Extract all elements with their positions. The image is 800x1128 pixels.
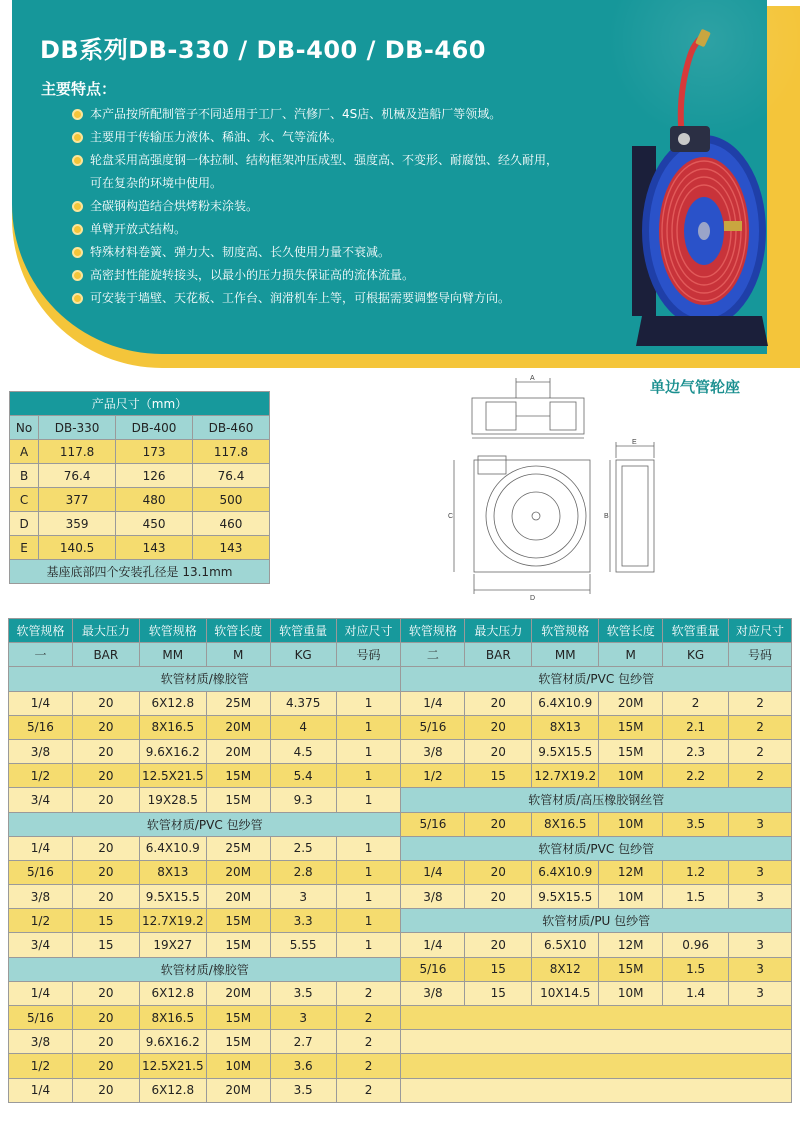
table-cell: 2.5: [270, 836, 336, 860]
section-label: 软管材质/PVC 包纱管: [401, 836, 792, 860]
table-cell: 10M: [599, 885, 663, 909]
table-cell: 15: [465, 764, 532, 788]
table-cell: 3: [729, 812, 792, 836]
table-cell: 8X16.5: [532, 812, 599, 836]
table-cell: D: [10, 512, 39, 536]
table-cell: 500: [192, 488, 269, 512]
table-row: [9, 836, 792, 860]
table-cell: 4.375: [270, 691, 336, 715]
table-cell: 12M: [599, 933, 663, 957]
column-header: 对应尺寸: [336, 619, 401, 643]
table-cell: 9.6X16.2: [139, 1030, 206, 1054]
table-cell: 117.8: [39, 440, 116, 464]
feature-item: 高密封性能旋转接头，以最小的压力损失保证高的流体流量。: [72, 264, 632, 287]
bullet-icon: [72, 201, 83, 212]
table-cell: 20M: [206, 715, 270, 739]
dimension-diagram: [440, 370, 660, 602]
table-cell: 3/4: [9, 933, 73, 957]
table-cell: 20: [72, 836, 139, 860]
table-cell: 1/4: [401, 860, 465, 884]
empty-cell: [401, 1078, 792, 1102]
table-row: [9, 981, 792, 1005]
table-cell: 2: [336, 1078, 401, 1102]
table-cell: 25M: [206, 836, 270, 860]
table-row: [9, 788, 792, 812]
table-cell: 4: [270, 715, 336, 739]
table-row: [9, 1006, 792, 1030]
table-cell: 20: [72, 715, 139, 739]
table-cell: 20M: [206, 885, 270, 909]
table-cell: 12M: [599, 860, 663, 884]
table-cell: 5.4: [270, 764, 336, 788]
column-unit: MM: [532, 643, 599, 667]
table-cell: 1: [336, 933, 401, 957]
table-cell: 15M: [599, 957, 663, 981]
column-unit: BAR: [465, 643, 532, 667]
table-cell: 140.5: [39, 536, 116, 560]
table-cell: 2: [336, 1030, 401, 1054]
bullet-icon: [72, 247, 83, 258]
table-cell: 20: [72, 1078, 139, 1102]
table-row: [9, 909, 792, 933]
table-row: [10, 488, 270, 512]
dimension-table: [9, 391, 270, 584]
table-row: [9, 1054, 792, 1078]
column-header: 软管重量: [663, 619, 729, 643]
table-cell: 3/8: [401, 739, 465, 763]
table-row: [10, 536, 270, 560]
table-cell: 8X13: [139, 860, 206, 884]
table-cell: 2: [729, 691, 792, 715]
table-cell: 25M: [206, 691, 270, 715]
table-cell: 15M: [206, 788, 270, 812]
table-row: [10, 440, 270, 464]
table-cell: 3: [729, 957, 792, 981]
table-cell: 143: [192, 536, 269, 560]
column-header: DB-460: [192, 416, 269, 440]
table-cell: 20M: [206, 860, 270, 884]
header-banner: [0, 0, 800, 372]
table-cell: 9.3: [270, 788, 336, 812]
table-cell: 3: [729, 981, 792, 1005]
table-cell: 20: [72, 981, 139, 1005]
table-cell: 3: [729, 933, 792, 957]
table-cell: 19X28.5: [139, 788, 206, 812]
table-cell: C: [10, 488, 39, 512]
table-cell: 3: [270, 1006, 336, 1030]
column-unit: BAR: [72, 643, 139, 667]
hose-reel-product-image: [612, 26, 772, 356]
feature-item: 主要用于传输压力液体、稀油、水、气等流体。: [72, 126, 632, 149]
bullet-icon: [72, 270, 83, 281]
table-cell: 3.5: [270, 1078, 336, 1102]
table-cell: 450: [116, 512, 193, 536]
column-header: 最大压力: [72, 619, 139, 643]
table-cell: 3/8: [401, 981, 465, 1005]
table-cell: 3: [729, 885, 792, 909]
feature-item: 轮盘采用高强度钢一体拉制、结构框架冲压成型、强度高、不变形、耐腐蚀、经久耐用，: [72, 149, 632, 172]
table-cell: 143: [116, 536, 193, 560]
table-cell: 12.7X19.2: [139, 909, 206, 933]
table-cell: 1/4: [9, 836, 73, 860]
table-cell: 3/8: [9, 1030, 73, 1054]
table-cell: A: [10, 440, 39, 464]
table-cell: 2: [336, 981, 401, 1005]
table-cell: 2: [729, 739, 792, 763]
table-cell: 3.5: [270, 981, 336, 1005]
column-header: 软管规格: [139, 619, 206, 643]
section-label: 软管材质/高压橡胶钢丝管: [401, 788, 792, 812]
column-header: DB-330: [39, 416, 116, 440]
table-cell: 1/2: [401, 764, 465, 788]
section-label: 软管材质/PVC 包纱管: [401, 667, 792, 691]
table-cell: 1: [336, 691, 401, 715]
table-cell: 15: [465, 957, 532, 981]
table-cell: 1.4: [663, 981, 729, 1005]
column-header: 软管规格: [401, 619, 465, 643]
table-cell: E: [10, 536, 39, 560]
table-cell: 460: [192, 512, 269, 536]
table-cell: 1.2: [663, 860, 729, 884]
table-cell: 20: [465, 739, 532, 763]
table-row: [10, 512, 270, 536]
table-cell: 6.4X10.9: [532, 860, 599, 884]
table-cell: 2: [336, 1006, 401, 1030]
table-cell: 4.5: [270, 739, 336, 763]
column-header: 最大压力: [465, 619, 532, 643]
table-cell: 3/4: [9, 788, 73, 812]
table-row: [9, 812, 792, 836]
table-cell: 6X12.8: [139, 691, 206, 715]
table-cell: 9.6X16.2: [139, 739, 206, 763]
column-header: 软管长度: [206, 619, 270, 643]
table-cell: 10M: [599, 981, 663, 1005]
feature-item-continuation: 可在复杂的环境中使用。: [90, 176, 223, 190]
column-unit: 二: [401, 643, 465, 667]
table-row: [9, 691, 792, 715]
table-cell: 10X14.5: [532, 981, 599, 1005]
spec-table: [8, 618, 792, 1103]
table-cell: 12.5X21.5: [139, 764, 206, 788]
section-label: 软管材质/PVC 包纱管: [9, 812, 401, 836]
column-header: 软管规格: [532, 619, 599, 643]
dim-label-c: C: [448, 513, 454, 520]
table-cell: 173: [116, 440, 193, 464]
table-cell: 0.96: [663, 933, 729, 957]
section-label: 软管材质/橡胶管: [9, 667, 401, 691]
empty-cell: [401, 1054, 792, 1078]
table-cell: 1/4: [401, 691, 465, 715]
table-cell: 3: [270, 885, 336, 909]
table-cell: 1: [336, 860, 401, 884]
table-cell: 2: [729, 764, 792, 788]
table-cell: 1: [336, 739, 401, 763]
table-row: [9, 715, 792, 739]
table-cell: 1: [336, 836, 401, 860]
table-cell: 1.5: [663, 957, 729, 981]
feature-item: 本产品按所配制管子不同适用于工厂、汽修厂、4S店、机械及造船厂等领域。: [72, 103, 632, 126]
table-cell: 8X16.5: [139, 715, 206, 739]
table-cell: 6X12.8: [139, 1078, 206, 1102]
table-cell: 1/4: [401, 933, 465, 957]
dimension-table-title: 产品尺寸（mm）: [10, 392, 270, 416]
table-cell: 2: [336, 1054, 401, 1078]
table-cell: 20: [72, 788, 139, 812]
table-cell: 1: [336, 764, 401, 788]
table-cell: 5.55: [270, 933, 336, 957]
table-cell: 5/16: [401, 957, 465, 981]
table-cell: 10M: [206, 1054, 270, 1078]
table-cell: 9.5X15.5: [532, 739, 599, 763]
table-cell: 20: [72, 691, 139, 715]
table-cell: 20M: [599, 691, 663, 715]
table-cell: 2.3: [663, 739, 729, 763]
spec-header-row: [9, 619, 792, 643]
table-cell: 2.1: [663, 715, 729, 739]
table-cell: 1/4: [9, 691, 73, 715]
table-cell: 19X27: [139, 933, 206, 957]
table-cell: 8X16.5: [139, 1006, 206, 1030]
table-cell: 20: [72, 1006, 139, 1030]
feature-item: 可安装于墙壁、天花板、工作台、润滑机车上等，可根据需要调整导向臂方向。: [72, 287, 632, 310]
table-cell: 20: [72, 764, 139, 788]
dimension-table-header: [10, 416, 270, 440]
table-cell: 20: [465, 691, 532, 715]
section-label: 软管材质/PU 包纱管: [401, 909, 792, 933]
table-cell: 20: [465, 812, 532, 836]
table-row: [9, 1030, 792, 1054]
feature-item: 单臂开放式结构。: [72, 218, 632, 241]
table-cell: 3/8: [401, 885, 465, 909]
column-unit: MM: [139, 643, 206, 667]
dim-label-d: D: [530, 595, 536, 602]
dim-label-b: B: [604, 513, 609, 520]
table-cell: B: [10, 464, 39, 488]
table-cell: 3.3: [270, 909, 336, 933]
table-cell: 2.2: [663, 764, 729, 788]
table-cell: 5/16: [9, 860, 73, 884]
table-cell: 20: [465, 715, 532, 739]
table-row: [9, 1078, 792, 1102]
dim-label-e: E: [632, 439, 637, 446]
series-title: DB系列DB-330 / DB-400 / DB-460: [40, 36, 486, 64]
table-cell: 2: [663, 691, 729, 715]
table-cell: 76.4: [39, 464, 116, 488]
table-cell: 20: [465, 860, 532, 884]
table-cell: 20: [465, 933, 532, 957]
table-cell: 3/8: [9, 885, 73, 909]
table-cell: 76.4: [192, 464, 269, 488]
table-cell: 377: [39, 488, 116, 512]
table-cell: 2.8: [270, 860, 336, 884]
column-unit: 号码: [729, 643, 792, 667]
empty-cell: [401, 1030, 792, 1054]
table-cell: 3.6: [270, 1054, 336, 1078]
table-cell: 9.5X15.5: [532, 885, 599, 909]
table-row: [9, 957, 792, 981]
table-cell: 480: [116, 488, 193, 512]
bullet-icon: [72, 109, 83, 120]
table-cell: 117.8: [192, 440, 269, 464]
table-row: [9, 667, 792, 691]
feature-item: 特殊材料卷簧、弹力大、韧度高、长久使用力量不衰减。: [72, 241, 632, 264]
table-cell: 20: [72, 860, 139, 884]
table-cell: 15: [72, 933, 139, 957]
table-cell: 2.7: [270, 1030, 336, 1054]
table-cell: 15: [72, 909, 139, 933]
table-cell: 8X12: [532, 957, 599, 981]
table-cell: 20M: [206, 1078, 270, 1102]
spec-units-row: [9, 643, 792, 667]
table-cell: 1/4: [9, 981, 73, 1005]
table-cell: 15M: [599, 739, 663, 763]
table-cell: 1/2: [9, 764, 73, 788]
table-cell: 1/2: [9, 1054, 73, 1078]
table-cell: 9.5X15.5: [139, 885, 206, 909]
column-header: 软管长度: [599, 619, 663, 643]
table-cell: 10M: [599, 812, 663, 836]
table-cell: 20: [72, 739, 139, 763]
table-cell: 15M: [206, 764, 270, 788]
dim-label-a: A: [530, 375, 535, 382]
table-cell: 8X13: [532, 715, 599, 739]
column-unit: 号码: [336, 643, 401, 667]
column-unit: KG: [270, 643, 336, 667]
table-row: [9, 739, 792, 763]
table-cell: 15: [465, 981, 532, 1005]
table-cell: 6.5X10: [532, 933, 599, 957]
column-unit: M: [206, 643, 270, 667]
table-cell: 20M: [206, 981, 270, 1005]
column-unit: M: [599, 643, 663, 667]
bullet-icon: [72, 293, 83, 304]
table-cell: 6.4X10.9: [532, 691, 599, 715]
table-cell: 1.5: [663, 885, 729, 909]
table-cell: 15M: [206, 1030, 270, 1054]
table-row: [10, 464, 270, 488]
table-cell: 2: [729, 715, 792, 739]
table-cell: 20M: [206, 739, 270, 763]
table-cell: 1/2: [9, 909, 73, 933]
table-row: [9, 933, 792, 957]
feature-item: 全碳钢构造结合烘烤粉末涂装。: [72, 195, 632, 218]
table-cell: 1: [336, 715, 401, 739]
bullet-icon: [72, 132, 83, 143]
bullet-icon: [72, 224, 83, 235]
features-heading: 主要特点：: [41, 80, 117, 98]
table-cell: 5/16: [9, 1006, 73, 1030]
table-cell: 20: [72, 1030, 139, 1054]
table-cell: 359: [39, 512, 116, 536]
table-cell: 15M: [206, 933, 270, 957]
table-row: [9, 885, 792, 909]
table-cell: 5/16: [9, 715, 73, 739]
table-cell: 20: [72, 1054, 139, 1078]
table-cell: 126: [116, 464, 193, 488]
column-header: 软管重量: [270, 619, 336, 643]
table-cell: 5/16: [401, 715, 465, 739]
table-cell: 12.5X21.5: [139, 1054, 206, 1078]
reel-caption: 单边气管轮座: [650, 378, 741, 396]
features-list: [72, 103, 632, 310]
table-cell: 1: [336, 885, 401, 909]
empty-cell: [401, 1006, 792, 1030]
table-cell: 1: [336, 788, 401, 812]
bullet-icon: [72, 155, 83, 166]
table-cell: 3.5: [663, 812, 729, 836]
column-header: 对应尺寸: [729, 619, 792, 643]
column-header: No: [10, 416, 39, 440]
column-unit: KG: [663, 643, 729, 667]
table-cell: 15M: [206, 1006, 270, 1030]
column-header: DB-400: [116, 416, 193, 440]
table-cell: 5/16: [401, 812, 465, 836]
table-row: [9, 764, 792, 788]
table-cell: 1: [336, 909, 401, 933]
table-cell: 15M: [599, 715, 663, 739]
table-cell: 12.7X19.2: [532, 764, 599, 788]
table-cell: 20: [72, 885, 139, 909]
table-cell: 3/8: [9, 739, 73, 763]
table-cell: 3: [729, 860, 792, 884]
table-cell: 6X12.8: [139, 981, 206, 1005]
column-unit: 一: [9, 643, 73, 667]
section-label: 软管材质/橡胶管: [9, 957, 401, 981]
table-row: [9, 860, 792, 884]
table-cell: 10M: [599, 764, 663, 788]
table-cell: 1/4: [9, 1078, 73, 1102]
column-header: 软管规格: [9, 619, 73, 643]
table-cell: 15M: [206, 909, 270, 933]
dimension-table-footnote: 基座底部四个安装孔径是 13.1mm: [10, 560, 270, 584]
table-cell: 20: [465, 885, 532, 909]
table-cell: 6.4X10.9: [139, 836, 206, 860]
